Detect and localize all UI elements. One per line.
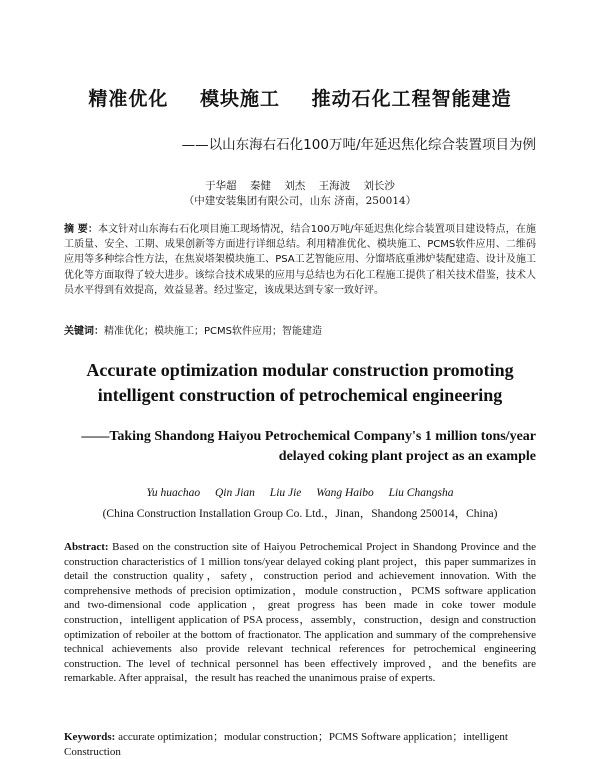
author: 王海波 [318, 180, 351, 192]
author: 于华超 [205, 180, 237, 192]
chinese-abstract-label: 摘 要： [64, 224, 99, 235]
author: Qin Jian [214, 487, 255, 499]
english-subtitle [64, 427, 536, 467]
english-title [0, 358, 600, 408]
english-abstract-label: Abstract: [64, 541, 109, 553]
chinese-subtitle: ——以山东海右石化100万吨/年延迟焦化综合装置项目为例 [181, 137, 536, 153]
english-authors [0, 487, 600, 499]
author: Wang Haibo [316, 487, 374, 499]
english-subtitle-line: delayed coking plant project as an example [278, 449, 536, 464]
author: 刘长沙 [363, 180, 395, 192]
chinese-authors [0, 178, 600, 193]
chinese-title-part: 精准优化 [88, 88, 169, 110]
english-keywords-label: Keywords: [64, 731, 116, 743]
english-keywords-text: accurate optimization；modular construction；PCMS Software application；intelligent Construction [64, 731, 508, 758]
english-abstract [64, 540, 536, 686]
author: 刘杰 [284, 180, 306, 192]
chinese-title [0, 84, 600, 111]
chinese-abstract-text: 本文针对山东海右石化项目施工现场情况，结合100万吨/年延迟焦化综合装置项目建设特点，在施工质量、安全、工期、成果创新等方面进行详细总结。利用精准优化、模块施工、PCMS软件应用、二维码应用等多种综合性方法，在焦炭塔架模块施工、PSA工艺智能应用、分馏塔底重沸炉装配建造、设计及施工优化等方面取得了较大进步。该综合技术成果的应用与总结也为石化工程施工提供了相关技术借鉴，技术人员水平得到有效提高，效益显著。经过鉴定，该成果达到专家一致好评。 [64, 224, 536, 296]
chinese-keywords-label: 关键词： [64, 326, 104, 337]
chinese-title-part: 推动石化工程智能建造 [311, 88, 512, 110]
english-title-line: Accurate optimization modular construction promoting [86, 360, 514, 380]
author: Liu Changsha [388, 487, 454, 499]
english-affiliation: (China Construction Installation Group Co. Ltd.，Jinan，Shandong 250014，China) [102, 508, 498, 520]
author: Yu huachao [146, 487, 201, 499]
chinese-keywords [64, 322, 536, 337]
english-subtitle-line: ——Taking Shandong Haiyou Petrochemical Company's 1 million tons/year [81, 429, 536, 444]
chinese-title-part: 模块施工 [199, 88, 280, 110]
chinese-affiliation: （中建安装集团有限公司，山东 济南，250014） [183, 195, 417, 207]
chinese-abstract [64, 222, 536, 298]
author: Liu Jie [269, 487, 302, 499]
english-abstract-text: Based on the construction site of Haiyou Petrochemical Project in Shandong Province and the construction characteristics of 1 million tons/year delayed coking plant project，this paper summarizes in detail the construction quality，safety，construction period and achievement innovation. With the comprehensive methods of precision optimization，module construction，PCMS software application and two-dimensional code application，great progress has been made in coke tower module construction，intelligent application of PSA process，assembly，construction，design and construction optimization of reboiler at the bottom of fractionator. The application and summary of the comprehensive technical achievements also provide relevant technical references for petrochemical engineering construction. The level of technical personnel has been effectively improved，and the benefits are remarkable. After appraisal，the result has reached the unanimous praise of experts. [64, 541, 536, 685]
author: 秦健 [249, 180, 271, 192]
english-title-line: intelligent construction of petrochemical engineering [97, 385, 503, 405]
chinese-keywords-text: 精准优化；模块施工；PCMS软件应用；智能建造 [104, 326, 322, 337]
